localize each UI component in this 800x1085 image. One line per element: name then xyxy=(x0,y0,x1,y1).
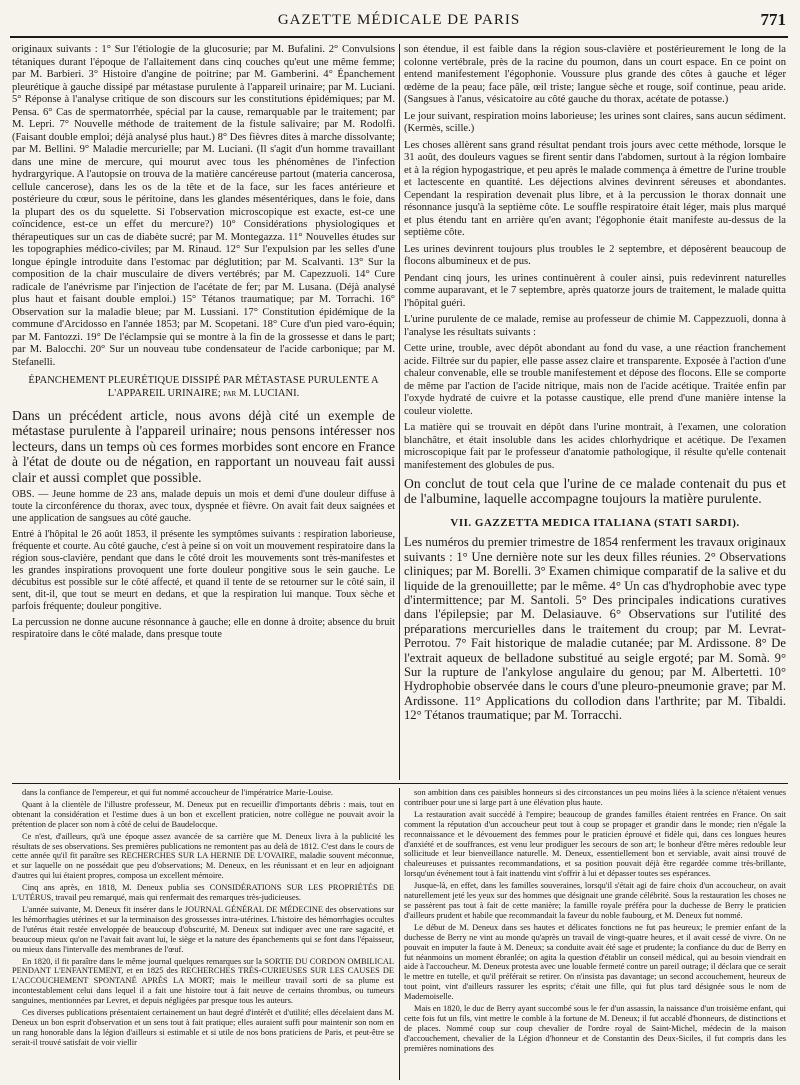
feuilleton-paragraph: Le début de M. Deneux dans ses hautes et délicates fonctions ne fut pas heureux; le premier enfant de la duchesse de Berry ne vint au monde qu'après un travail de vingt-quatre heures, et il avait cessé de vivre. On ne pouvait en imputer la faute à M. Deneux; sa conduite avait été sage et prudente; la confiance du duc de Berry en fut néanmoins un moment ébranlée; on agita la question d'établir un conseil médical, qui au besoin viendrait en aide à l'accoucheur. M. Deneux protesta avec une louable fermeté contre un pareil outrage; il déclara que ce serait le mettre en tutelle, et qu'il préférait se retirer. On n'insista pas davantage; un second accouchement, heureux de tout point, vint d'ailleurs rassurer les esprits; c'était une fille, qui fut plus tard désignée sous le nom de Mademoiselle. xyxy=(404,922,786,1002)
article-paragraph: Les choses allèrent sans grand résultat pendant trois jours avec cette méthode, lorsque le 31 août, des douleurs vagues se firent sentir dans l'abdomen, surtout à la région lombaire et à la région hypogastrique, et peu après le malade commença à émettre de l'urine trouble et lactescente en quantité. Les déjections alvines devinrent séreuses et abondantes. Cependant la respiration devenait plus libre, et à la percussion le thorax donnait une résonnance jusqu'à la septième côte. Le souffle respiratoire était léger, mais plus marqué et plus étendu tant en arrière qu'en avant; l'égophonie était manifeste au-dessus de la septième côte. xyxy=(404,139,786,238)
page-header xyxy=(10,6,788,38)
article-paragraph: Les urines devinrent toujours plus troubles le 2 septembre, et déposèrent beaucoup de flocons albumineux et de pus. xyxy=(404,243,786,267)
article-paragraph: Le jour suivant, respiration moins laborieuse; les urines sont claires, sans aucun sédiment. (Kermès, scille.) xyxy=(404,110,786,134)
lower-column-divider xyxy=(399,788,400,1080)
feuilleton-paragraph: L'année suivante, M. Deneux fit insérer dans le JOURNAL GÉNÉRAL DE MÉDECINE des observations sur les hémorrhagies utérines et sur la terminaison des grossesses intra-utérines. L'histoire des hémorrhagies occultes de l'utérus était restée enveloppée de beaucoup d'obscurité, M. Deneux sut indiquer avec une rare sagacité, et beaucoup mieux qu'on ne l'avait fait avant lui, le siège et la nature des épanchements qui se font dans l'épaisseur, ou mieux dans l'intervalle des membranes de l'œuf. xyxy=(12,904,394,954)
article-paragraph: Pendant cinq jours, les urines continuèrent à couler ainsi, puis redevinrent naturelles comme auparavant, et le 7 septembre, après quatorze jours de traitement, le malade quitta l'hôpital guéri. xyxy=(404,272,786,309)
left-column-upper xyxy=(12,44,395,779)
feuilleton-rule xyxy=(12,783,788,784)
left-column-lower xyxy=(12,788,394,1080)
feuilleton-paragraph: Quant à la clientèle de l'illustre professeur, M. Deneux put en recueillir d'importants débris : mais, tout en obtenant la considération et l'estime dues à un bon et excellent praticien, notre collègue ne pouvait avoir la prétention de placer son nom à côté de celui de Baudelocque. xyxy=(12,799,394,829)
article-paragraph: Cette urine, trouble, avec dépôt abondant au fond du vase, a une réaction franchement acide. Filtrée sur du papier, elle passe assez claire et transparente. Exposée à l'action d'une chaleur convenable, elle se trouble manifestement et dépose des flocons. Elle se comporte de même par l'action de l'acide nitrique, mais non de l'acide acétique. Traitée enfin par l'oxyde hydraté de cuivre et la potasse caustique, elle prend d'une manière intense la couleur violette. xyxy=(404,343,786,417)
article-paragraph: L'urine purulente de ce malade, remise au professeur de chimie M. Cappezzuoli, donna à l'analyse les résultats suivants : xyxy=(404,314,786,338)
feuilleton-paragraph: Ces diverses publications présentaient certainement un haut degré d'intérêt et d'utilité; elles décelaient dans M. Deneux un bon esprit d'observation et un sens tout à fait pratique; elles auraient suffi pour maintenir son nom en un rang honorable dans la légion d'ailleurs si estimable et si utile de nos bons praticiens de Paris, et peut-être se serait-il trouvé satisfait de voir viellir xyxy=(12,1008,394,1047)
feuilleton-paragraph: Ce n'est, d'ailleurs, qu'à une époque assez avancée de sa carrière que M. Deneux livra à la publicité les résultats de ses observations. Ses premières publications ne remontent pas au delà de 1812. C'est dans le cours de cette année qu'il fit paraître ses RECHERCHES SUR LA HERNIE DE L'OVAIRE, maladie souvent méconnue, et sur laquelle on ne possédait que peu d'observations; M. Deneux, en les réunissant et en leur en adjoignant d'autres qui lui étaient propres, composa un excellent mémoire. xyxy=(12,831,394,881)
feuilleton-paragraph: dans la confiance de l'empereur, et qui fut nommé accoucheur de l'impératrice Marie-Louise. xyxy=(22,788,334,797)
feuilleton-paragraph: La restauration avait succédé à l'empire; beaucoup de grandes familles étaient rentrées en France. On sait comment la réputation d'un accoucheur peut tout à coup se propager et grandir dans le monde; rien n'égale la reconnaissance et le dévouement des femmes pour le praticien éprouvé et fidèle qui, dans ces longues heures d'anxiété et de souffrances, est venu leur prodiguer les secours de son art; le bonheur d'être mères redouble leur sollicitude et leur bienveillance naturelle. M. Deneux, essentiellement bon et serviable, avait ainsi trouvé de chaleureuses et puissantes recommandations, et sa position pouvait déjà être regardée comme très-brillante, lorsqu'un événement tout à fait inattendu vint s'offrir à lui et dépasser toutes ses espérances. xyxy=(404,809,786,879)
observation-paragraph: Entré à l'hôpital le 26 août 1853, il présente les symptômes suivants : respiration laborieuse, fréquente et courte. Au côté gauche, c'est à peine si on voit un mouvement respiratoire dans la région sous-clavière, pendant que dans le côté droit les mouvements sont très-manifestes et les grandes inspirations provoquent une forte douleur pongitive sous le sein gauche. Le décubitus est possible sur le côté affecté, et quand il tente de se retourner sur le côté sain, il sent, dit-il, que tout se meurt en dedans, et que la respiration lui manque. Toux sèche et parfois fréquente; douleur pongitive. xyxy=(12,529,395,613)
conclusion-paragraph: On conclut de tout cela que l'urine de ce malade contenait du pus et de l'albumine, laquelle accompagne toujours la matière purulente. xyxy=(404,476,786,507)
section-title: ÉPANCHEMENT PLEURÉTIQUE DISSIPÉ PAR MÉTASTASE PURULENTE A L'APPAREIL URINAIRE; par M. LUCIANI. xyxy=(28,375,379,399)
article-paragraph: La matière qui se trouvait en dépôt dans l'urine montrait, à l'examen, une coloration blanchâtre, et était insoluble dans les acides chlorhydrique et acétique. De l'examen microscopique fait par le professeur d'anatomie pathologique, il résulte qu'elle contenait manifestement des globules de pus. xyxy=(404,422,786,471)
right-column-upper xyxy=(404,44,786,779)
observation-paragraph: OBS. — Jeune homme de 23 ans, malade depuis un mois et demi d'une douleur diffuse à toute la circonférence du thorax, avec toux, dyspnée et fièvre. On avait fait deux saignées et une application de sangsues au côté gauche. xyxy=(12,489,395,525)
column-divider xyxy=(399,44,400,780)
journal-title: GAZETTE MÉDICALE DE PARIS xyxy=(277,12,521,28)
feuilleton-paragraph: Mais en 1820, le duc de Berry ayant succombé sous le fer d'un assassin, la naissance d'un troisième enfant, qui cette fois fut un fils, vint mettre le comble à la fortune de M. Deneux; il fut accablé d'honneurs, de distinctions et de places. Nommé coup sur coup chevalier de l'ordre royal de Saint-Michel, médecin de la maison d'accouchement, chevalier de la Légion d'honneur et de Constantin des Deux-Siciles, il fut compris dans les premières nominations des xyxy=(404,1004,786,1053)
feuilleton-paragraph: En 1820, il fit paraître dans le même journal quelques remarques sur la SORTIE DU CORDON OMBILICAL PENDANT L'ENFANTEMENT, et en 1825 des RECHERCHES TRÈS-CURIEUSES SUR LES CAUSES DE L'ACCOUCHEMENT SPONTANÉ APRÈS LA MORT; mais le meilleur travail sorti de sa plume est incontestablement celui dans lequel il a fait une histoire tout à fait neuve de certains thrombus, ou tumeurs sanguines, mentionnées par Levret, et depuis négligées par presque tous les auteurs. xyxy=(12,956,394,1006)
feuilleton-paragraph: Cinq ans après, en 1818, M. Deneux publia ses CONSIDÉRATIONS SUR LES PROPRIÉTÉS DE L'UTÉRUS, travail peu remarqué, mais qui renfermait des remarques très-judicieuses. xyxy=(12,883,394,903)
lead-paragraph: Dans un précédent article, nous avons déjà cité un exemple de métastase purulente à l'appareil urinaire; nous pensons intéresser nos lecteurs, dans un temps où ces formes morbides sont encore en France à l'état de doute ou de négation, en rapportant un nouveau fait aussi clair et aussi complet que possible. xyxy=(12,408,395,485)
page-number: 771 xyxy=(760,10,786,29)
article-paragraph: son étendue, il est faible dans la région sous-clavière et postérieurement le long de la colonne vertébrale, près de la racine du poumon, dans un court espace. En ce point on entend manifestement l'égophonie. Voussure plus grande des côtes à gauche et léger œdème de la peau; face pâle, œil triste; langue sèche et rouge, soif continue, peau aride. (Sangsues à l'anus, vésicatoire au côté gauche du thorax, acétate de potasse.) xyxy=(404,44,786,105)
gazette-section-title: VII. GAZZETTA MEDICA ITALIANA (STATI SARDI). xyxy=(450,516,740,529)
feuilleton-paragraph: son ambition dans ces paisibles honneurs si des circonstances un peu moins liées à la science n'étaient venues contribuer pour une si large part à une élévation plus haute. xyxy=(404,788,786,807)
feuilleton-paragraph: Jusque-là, en effet, dans les familles souveraines, lorsqu'il s'était agi de faire choix d'un accoucheur, on avait naturellement jeté les yeux sur des hommes que désignait une grande célébrité. Sous la restauration les choses ne se passèrent pas tout à fait de cette manière; la famille royale préféra pour la duchesse de Berry le praticien d'ailleurs prudent et habile que recommandait la faveur du noble faubourg, et M. Deneux fut nommé. xyxy=(404,881,786,920)
article-paragraph: originaux suivants : 1° Sur l'étiologie de la glucosurie; par M. Bufalini. 2° Convulsions tétaniques durant l'époque de l'allaitement dans cinq couches qu'eut une même femme; par M. Barbieri. 3° Histoire d'angine de poitrine; par M. Gamberini. 4° Épanchement pleurétique à gauche dissipé par métastase purulente à l'appareil urinaire; par M. Luciani. 5° Réponse à l'analyse critique de son discours sur les constitutions épidémiques; par M. Pensa. 6° Cas de spermatorrhée, spécial par la cause, remarquable par le traitement; par M. Lepri. 7° Nouvelle méthode de traitement de la fistule salivaire; par M. Rodolfi. (Faisant double emploi; déjà analysé plus haut.) 8° Des fièvres dites à marche dissolvante; par M. Bellini. 9° Maladie mercurielle; par M. Luciani. (Il s'agit d'un homme travaillant dans une mine de mercure, qui mourut avec tous les phénomènes de l'infection hydrargyrique. A l'autopsie on trouva de la matière cancéreuse partout (materia cancerosa, cellule cancerose), dans les os de la tête et de la face, sur les faces antérieure et postérieure du cœur, sous le péritoine, dans les glandes mésentériques, dans le foie, dans la plupart des os du squelette. Si l'observation microscopique est exacte, est-ce une coïncidence, est-ce un effet du mercure?) 10° Considérations physiologiques et thérapeutiques sur un cas de diabète sucré; par M. Montegazza. 11° Nouvelles études sur les topographies médico-civiles; par M. Rinaud. 12° Sur l'expulsion par les selles d'une longue épingle introduite dans l'estomac par déglutition; par M. Scalvanti. 13° Sur la composition de la chair musculaire de divers vertébrés; par M. Capezzuoli. 14° Cure radicale de l'anévrisme par l'injection de l'acétate de fer; par M. Lusana. (Déjà analysé plus haut et faisant double emploi.) 15° Tétanos traumatique; par M. Torrachi. 16° Observation sur la maladie bleue; par M. Lussiani. 17° Constitution épidémique de la commune d'Arcidosso en l'année 1853; par M. Scopetani. 18° Cure d'un pied varo-équin; par M. Fantozzi. 19° De l'éclampsie qui se montre à la fin de la grossesse et dans le part; par M. Balocchi. 20° Sur un nouveau tube condensateur de l'acide carbonique; par M. Stefanelli. xyxy=(12,44,395,368)
observation-paragraph: La percussion ne donne aucune résonnance à gauche; elle en donne à droite; absence du bruit respiratoire dans le côté malade, dans presque toute xyxy=(12,617,395,641)
gazette-paragraph: Les numéros du premier trimestre de 1854 renferment les travaux originaux suivants : 1° Une dernière note sur les deux filles réunies. 2° Observations cliniques; par M. Borelli. 3° Examen chimique comparatif de la salive et du liquide de la grenouillette; par le même. 4° Un cas d'hydrophobie avec type d'intermittence; par M. Santoli. 5° Des principales indications curatives dans l'épilepsie; par M. Delasiauve. 6° Observations sur l'utilité des préparations mercurielles dans le traitement du croup; par M. Levrat-Perrotou. 7° Fait historique de maladie cutanée; par M. Ardissone. 8° De l'extrait aqueux de belladone substitué au seigle ergoté; par M. Somà. 9° Sur la rupture de l'ankylose angulaire du genou; par M. Albertetti. 10° Hydrophobie observée dans le cours d'une pleuro-pneumonie grave; par M. Ardissone. 11° Applications du collodion dans l'arthrite; par M. Tibaldi. 12° Tétanos traumatique; par M. Torracchi. xyxy=(404,535,786,723)
right-column-lower xyxy=(404,788,786,1080)
